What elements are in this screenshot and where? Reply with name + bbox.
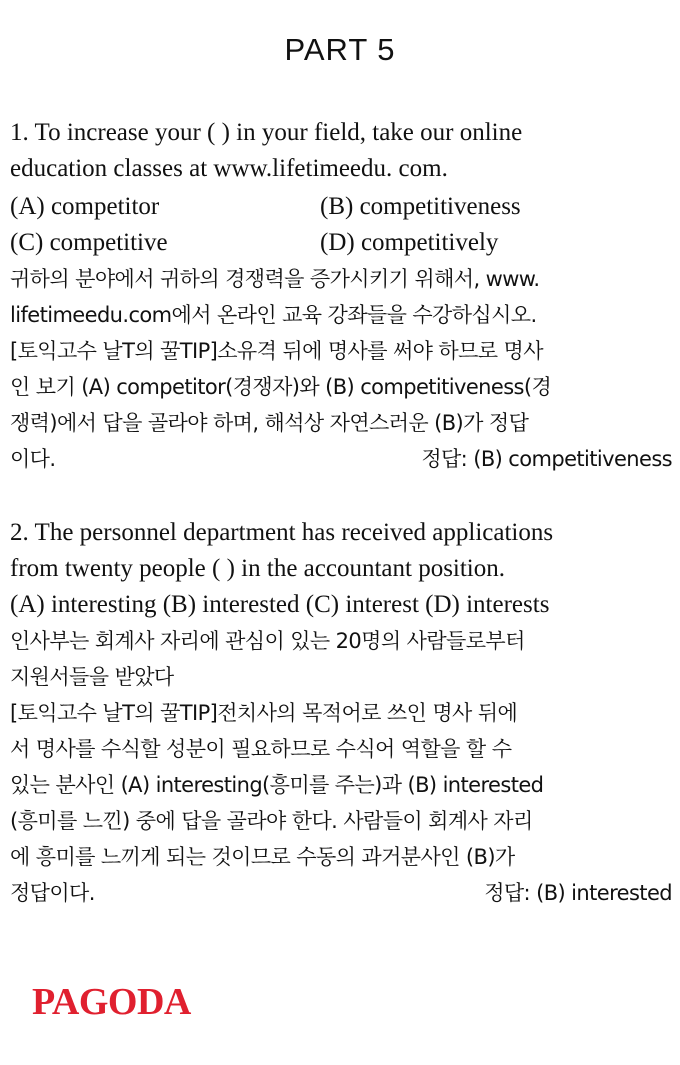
tip-line: 있는 분사인 (A) interesting(흥미를 주는)과 (B) interested: [10, 773, 544, 797]
tip-line: 인 보기 (A) competitor(경쟁자)와 (B) competitiveness(경: [10, 375, 552, 399]
question-2-stem-cont: from twenty people ( ) in the accountant position.: [10, 555, 506, 582]
tip-line: 정답이다.: [10, 881, 95, 905]
answer-1: 정답: (B) competitiveness: [421, 447, 672, 471]
options-line: (A) interesting (B) interested (C) interest (D) interests: [10, 591, 550, 618]
tip-line: 쟁력)에서 답을 골라야 하며, 해석상 자연스러운 (B)가 정답: [10, 411, 529, 435]
tip-line: [토익고수 날T의 꿀TIP]소유격 뒤에 명사를 써야 하므로 명사: [10, 339, 543, 363]
answer-2: 정답: (B) interested: [484, 881, 672, 905]
tip-line: 에 흥미를 느끼게 되는 것이므로 수동의 과거분사인 (B)가: [10, 845, 515, 869]
tip-line: 서 명사를 수식할 성분이 필요하므로 수식어 역할을 할 수: [10, 737, 512, 761]
option-d: (D) competitively: [320, 229, 499, 256]
tip-line: (흥미를 느낀) 중에 답을 골라야 한다. 사람들이 회계사 자리: [10, 809, 533, 833]
page-title: PART 5: [284, 32, 396, 67]
question-1-stem-cont: education classes at www.lifetimeedu. com.: [10, 155, 448, 182]
translation-line: lifetimeedu.com에서 온라인 교육 강좌들을 수강하십시오.: [10, 303, 537, 327]
tip-line: 이다.: [10, 447, 56, 471]
option-c: (C) competitive: [10, 229, 168, 256]
translation-line: 인사부는 회계사 자리에 관심이 있는 20명의 사람들로부터: [10, 629, 525, 653]
translation-line: 귀하의 분야에서 귀하의 경쟁력을 증가시키기 위해서, www.: [10, 267, 540, 291]
tip-line: [토익고수 날T의 꿀TIP]전치사의 목적어로 쓰인 명사 뒤에: [10, 701, 518, 725]
translation-line: 지원서들을 받았다: [10, 665, 174, 689]
pagoda-logo: PAGODA: [32, 981, 191, 1023]
question-1-stem: 1. To increase your ( ) in your field, take our online: [10, 119, 523, 146]
option-b: (B) competitiveness: [320, 193, 521, 220]
question-2-stem: 2. The personnel department has received applications: [10, 519, 554, 546]
option-a: (A) competitor: [10, 193, 160, 220]
